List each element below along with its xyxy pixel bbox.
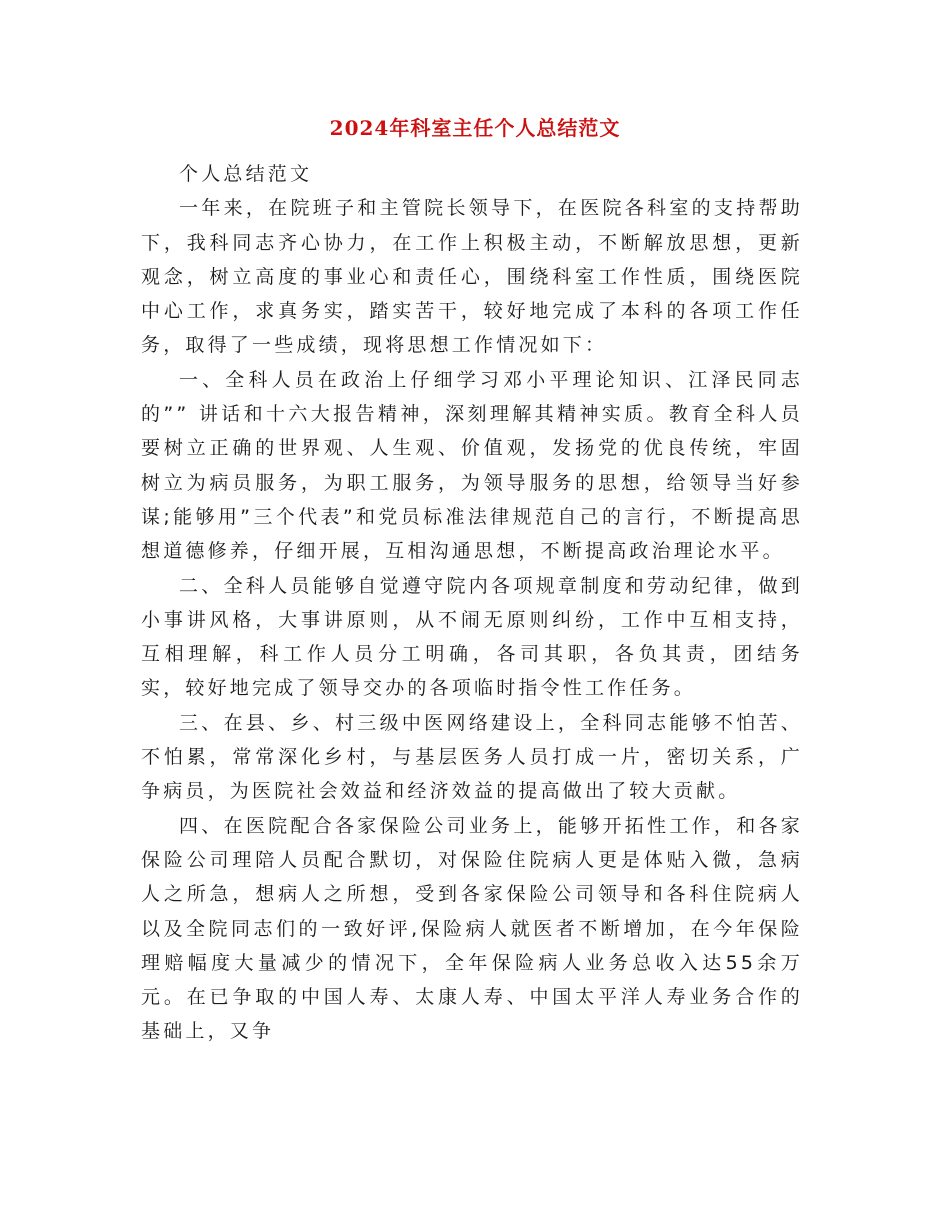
- document-body: [141, 157, 803, 1049]
- document-title: 2024年科室主任个人总结范文: [329, 116, 621, 140]
- paragraph-section-2: 二、全科人员能够自觉遵守院内各项规章制度和劳动纪律，做到小事讲风格，大事讲原则，从不闹无原则纠纷，工作中互相支持，互相理解，科工作人员分工明确，各司其职，各负其责，团结务实，较好地完成了领导交办的各项临时指令性工作任务。: [141, 574, 803, 700]
- paragraph-section-4: 四、在医院配合各家保险公司业务上，能够开拓性工作，和各家保险公司理陪人员配合默切，对保险住院病人更是体贴入微，急病人之所急，想病人之所想，受到各家保险公司领导和各科住院病人以及全院同志们的一致好评,保险病人就医者不断增加，在今年保险理赔幅度大量减少的情况下，全年保险病人业务总收入达55余万元。在已争取的中国人寿、太康人寿、中国太平洋人寿业务合作的基础上，又争: [141, 814, 803, 1043]
- paragraph-section-3: 三、在县、乡、村三级中医网络建设上，全科同志能够不怕苦、不怕累，常常深化乡村，与基层医务人员打成一片，密切关系，广争病员，为医院社会效益和经济效益的提高做出了较大贡献。: [141, 711, 803, 803]
- paragraph-intro: 一年来，在院班子和主管院长领导下，在医院各科室的支持帮助下，我科同志齐心协力，在工作上积极主动，不断解放思想，更新观念，树立高度的事业心和责任心，围绕科室工作性质，围绕医院中心工作，求真务实，踏实苦干，较好地完成了本科的各项工作任务，取得了一些成绩，现将思想工作情况如下：: [141, 197, 803, 357]
- paragraph-section-1: 一、全科人员在政治上仔细学习邓小平理论知识、江泽民同志的”” 讲话和十六大报告精神，深刻理解其精神实质。教育全科人员要树立正确的世界观、人生观、价值观，发扬党的优良传统，牢固树立为病员服务，为职工服务，为领导服务的思想，给领导当好参谋;能够用”三个代表”和党员标准法律规范自己的言行，不断提高思想道德修养，仔细开展，互相沟通思想，不断提高政治理论水平。: [141, 368, 803, 563]
- paragraph-heading: 个人总结范文: [179, 163, 313, 185]
